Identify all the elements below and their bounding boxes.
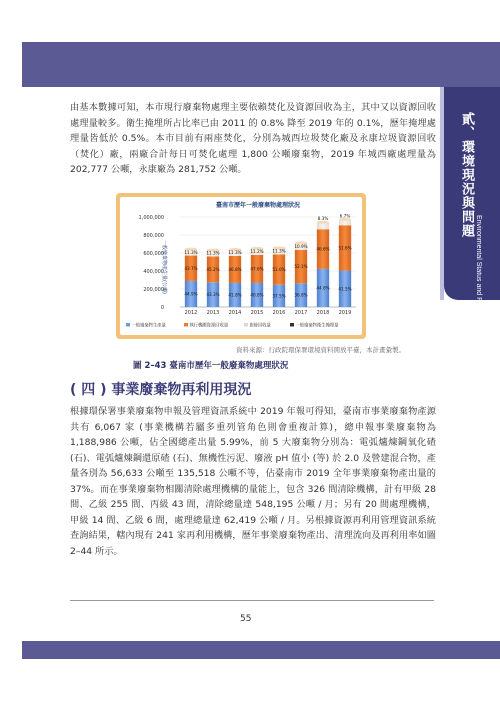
data-label: 11.3% [184,249,198,255]
data-label: 36.8% [294,292,308,298]
chart-title: 臺南市歷年一般廢棄物處理狀況 [215,202,301,209]
data-label: 44.8% [316,285,330,291]
bar-cap [339,218,351,221]
page-number: 55 [240,614,252,624]
data-label: 52.1% [294,264,308,270]
chapter-title: 貳、環境現況與問題 [459,112,474,238]
data-label: 40.8% [250,292,264,298]
y-axis-label: 一般廢棄物產生量(公噸) [161,240,167,294]
data-label: 11.2% [250,249,264,255]
x-tick-label: 2013 [206,310,220,316]
data-label: 10.9% [294,243,308,249]
data-label: 46.6% [316,246,330,252]
data-label: 6.7% [339,213,351,219]
y-tick-label: 600,000 [143,250,164,257]
data-label: 11.3% [206,250,220,256]
data-label: 41.8% [228,292,242,298]
section-title: ( 四 ) 事業廢棄物再利用現況 [70,382,252,398]
paragraph-industrial-waste: 根據環保署事業廢棄物申報及管理資訊系統中 2019 年報可得知，臺南市事業廢棄物產源共有 6,067 家 (事業機構若屬多重列管角色則會重複計算)，總申報事業廢棄物為 1,188,986 公噸，佔全國總產出量 5.99%，前 5 大廢棄物分別為：電弧爐煉鋼氧化碴 (石)、電弧爐煉鋼還原碴 (石)、無機性污泥、廢液 pH 值小 (等) 於 2.0 及營建混合物，產量各別為 56,633 公噸至 135,518 公噸不等，佔臺南市 2019 全年事業廢棄物產出量的 37%。而在事業廢棄物相關清除處理機構的量能上，包含 326 間清除機構，計有甲級 28 間、乙級 255 間、丙級 43 間，清除總量達 548,195 公噸 / 月；另有 20 間處理機構，甲級 14 間、乙級 6 間，處理總量達 62,419 公噸 / 月。另根據資源再利用管理資訊系統查詢結果，轄內現有 241 家再利用機構，歷年事業廢棄物產出、清理流向及再利用率如圖 2–44 所示。 [70,406,436,557]
x-tick-label: 2012 [184,310,198,316]
chart-panel [120,197,362,335]
paragraph-waste-treatment: 由基本數據可知，本市現行廢棄物處理主要依賴焚化及資源回收為主，其中又以資源回收處理量較多。衛生掩埋所占比率已由 2011 的 0.8% 降至 2019 年的 0.1%，歷年掩埋處理量皆低於 0.5%。本市目前有兩座焚化，分別為城西垃圾焚化廠及永康垃圾資源回收（焚化）廠，兩廠合計每日可焚化處理 1,800 公噸廢棄物，2019 年城西廠處理量為 202,777 公噸，永康廠為 281,752 公噸。 [70,102,436,175]
legend-swatch [244,323,248,327]
legend-label: 執行機關資源回收量 [189,323,229,329]
x-tick-label: 2018 [316,310,330,316]
waste-chart [120,197,362,335]
legend-label: 一般廢棄物衛生掩埋量 [295,323,339,329]
footer-band [22,641,500,659]
legend-swatch [290,323,294,327]
y-tick-label: 0 [160,304,164,311]
data-label: 43.3% [206,292,220,298]
chapter-title-english: Environmental Status and Problems [475,215,482,327]
data-label: 44.9% [184,291,198,297]
header-band [22,42,500,87]
x-tick-label: 2014 [228,310,242,316]
data-label: 45.2% [206,266,220,272]
bar-cap [317,221,329,224]
data-label: 11.3% [272,248,286,254]
y-tick-label: 1,000,000 [138,214,164,221]
legend-swatch [184,323,188,327]
chart-frame [116,193,366,339]
legend-swatch [126,323,130,327]
legend-label: 一般廢棄物生產量 [131,323,166,329]
y-tick-label: 400,000 [143,268,164,275]
x-tick-label: 2016 [272,310,286,316]
data-label: 41.5% [338,286,352,292]
data-label: 8.3% [317,216,329,222]
data-label: 43.7% [184,265,198,271]
y-tick-label: 200,000 [143,286,164,293]
data-label: 51.6% [338,245,352,251]
figure-source: 資料來源：行政院環保署環境資料開放平臺，本計畫彙製。 [236,346,405,354]
x-tick-label: 2017 [294,310,308,316]
data-label: 47.6% [250,266,264,272]
data-label: 46.8% [228,266,242,272]
data-label: 51.0% [272,267,286,273]
footer-rule [70,600,434,601]
figure-caption: 圖 2–43 臺南市歷年一般廢棄物處理狀況 [133,361,289,371]
y-tick-label: 800,000 [143,232,164,239]
x-tick-label: 2019 [338,310,352,316]
x-tick-label: 2015 [250,310,264,316]
data-label: 11.3% [228,250,242,256]
data-label: 37.5% [272,293,286,299]
legend-label: 廚餘回收量 [249,323,271,329]
